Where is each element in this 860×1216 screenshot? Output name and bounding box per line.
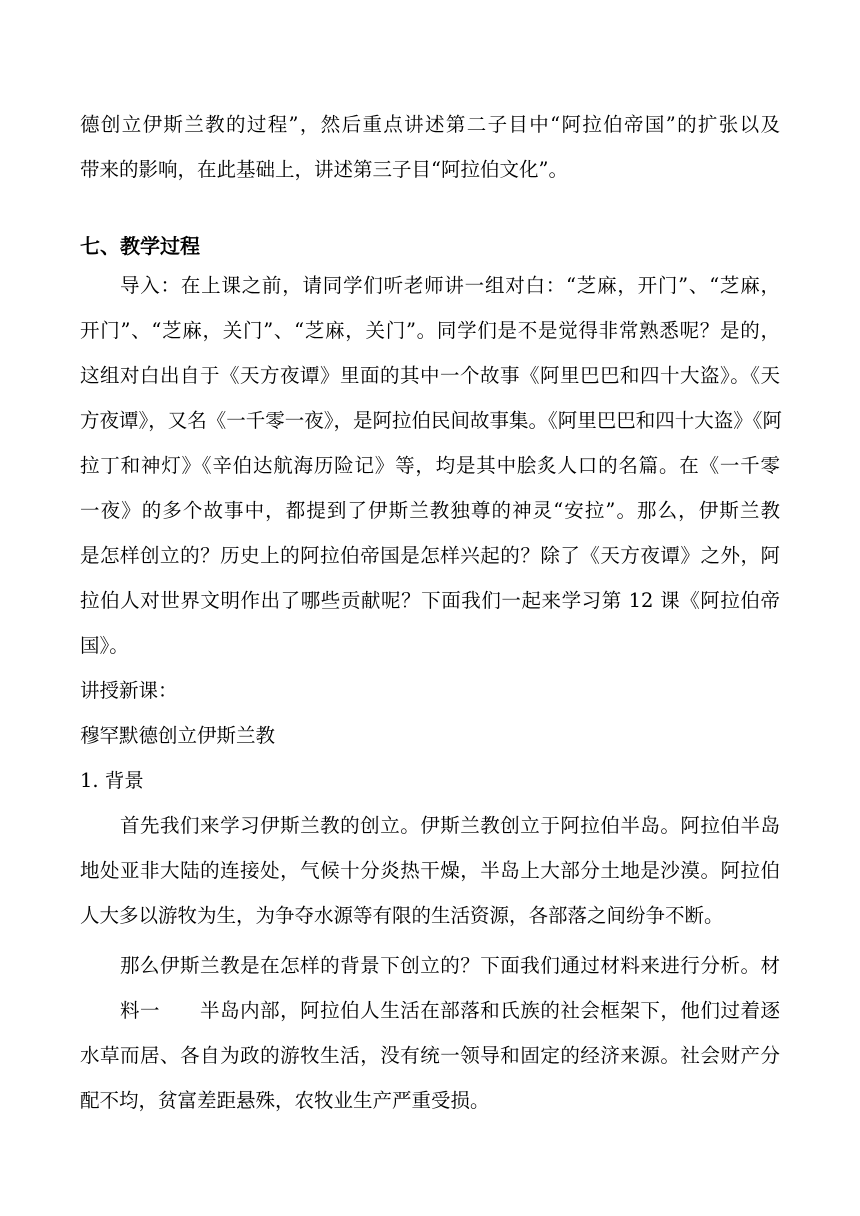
analysis-line-4: 配不均，贫富差距悬殊，农牧业生产严重受损。 — [80, 1089, 490, 1112]
lead-in-line-7: 是怎样创立的？历史上的阿拉伯帝国是怎样兴起的？除了《天方夜谭》之外，阿 — [80, 544, 780, 567]
section-heading: 七、教学过程 — [80, 234, 200, 258]
new-lesson-label: 讲授新课： — [80, 679, 178, 702]
analysis-line-3: 水草而居、各自为政的游牧生活，没有统一领导和固定的经济来源。社会财产分 — [80, 1044, 780, 1067]
subsection-title: 穆罕默德创立伊斯兰教 — [80, 724, 276, 747]
background-line-2: 地处亚非大陆的连接处，气候十分炎热干燥，半岛上大部分土地是沙漠。阿拉伯 — [80, 859, 780, 882]
intro-line-1: 德创立伊斯兰教的过程”，然后重点讲述第二子目中“阿拉伯帝国”的扩张以及 — [80, 113, 780, 136]
lead-in-line-3: 这组对白出自于《天方夜谭》里面的其中一个故事《阿里巴巴和四十大盗》。《天 — [80, 364, 780, 387]
lead-in-line-8: 拉伯人对世界文明作出了哪些贡献呢？下面我们一起来学习第 12 课《阿拉伯帝 — [80, 589, 780, 612]
background-line-1: 首先我们来学习伊斯兰教的创立。伊斯兰教创立于阿拉伯半岛。阿拉伯半岛 — [120, 814, 780, 837]
lead-in-line-5: 拉丁和神灯》《辛伯达航海历险记》等，均是其中脍炙人口的名篇。在《一千零 — [80, 454, 780, 477]
background-line-3: 人大多以游牧为生，为争夺水源等有限的生活资源，各部落之间纷争不断。 — [80, 904, 724, 927]
intro-line-2: 带来的影响，在此基础上，讲述第三子目“阿拉伯文化”。 — [80, 158, 568, 181]
lead-in-line-1: 导入：在上课之前，请同学们听老师讲一组对白：“芝麻，开门”、“芝麻， — [120, 274, 780, 297]
analysis-line-1: 那么伊斯兰教是在怎样的背景下创立的？下面我们通过材料来进行分析。材 — [120, 954, 780, 977]
point-1-title: 1. 背景 — [80, 769, 144, 792]
lead-in-line-2: 开门”、“芝麻，关门”、“芝麻，关门”。同学们是不是觉得非常熟悉呢？是的， — [80, 319, 780, 342]
analysis-line-2: 料一 半岛内部，阿拉伯人生活在部落和氏族的社会框架下，他们过着逐 — [120, 999, 780, 1022]
lead-in-line-9: 国》。 — [80, 634, 129, 657]
lead-in-line-6: 一夜》的多个故事中，都提到了伊斯兰教独尊的神灵“安拉”。那么，伊斯兰教 — [80, 499, 780, 522]
lead-in-line-4: 方夜谭》，又名《一千零一夜》，是阿拉伯民间故事集。《阿里巴巴和四十大盗》《阿 — [80, 409, 783, 432]
